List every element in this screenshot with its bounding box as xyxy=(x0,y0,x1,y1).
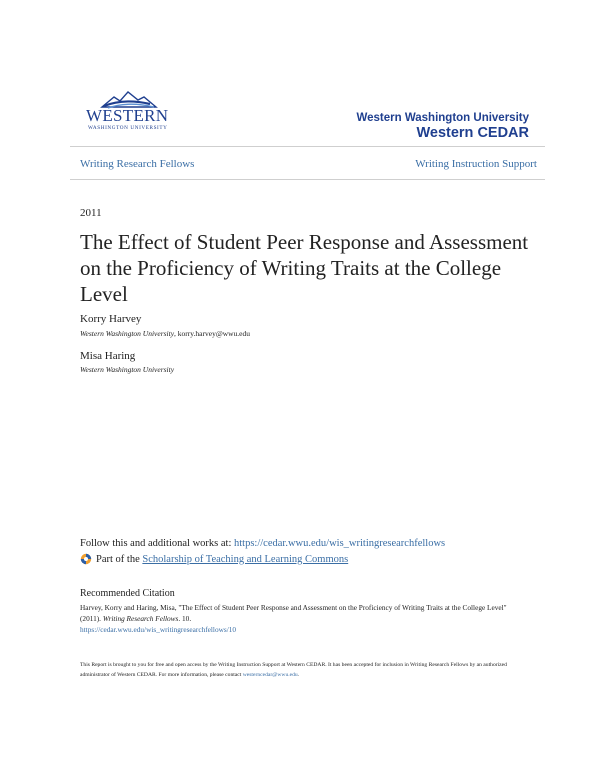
part-of-prefix: Part of the xyxy=(96,553,140,565)
logo-subtitle: WASHINGTON UNIVERSITY xyxy=(88,125,168,131)
discipline-link[interactable]: Scholarship of Teaching and Learning Commons xyxy=(142,553,349,565)
author-affiliation: Western Washington University xyxy=(80,365,175,374)
institution-heading xyxy=(356,112,529,141)
institution-name[interactable]: Western Washington University xyxy=(356,112,529,124)
author-name: Korry Harvey xyxy=(80,313,142,325)
department-link[interactable]: Writing Instruction Support xyxy=(415,158,537,170)
bepress-network-icon xyxy=(80,553,92,565)
citation-url-link[interactable]: https://cedar.wwu.edu/wis_writingresearchfellows/10 xyxy=(80,625,237,634)
publication-year: 2011 xyxy=(80,207,102,219)
author-email[interactable]: , korry.harvey@wwu.edu xyxy=(174,329,251,338)
citation-series: Writing Research Fellows xyxy=(102,614,179,623)
collection-link[interactable]: Writing Research Fellows xyxy=(80,158,195,170)
contact-email-link[interactable]: westerncedar@wwu.edu xyxy=(242,672,298,678)
citation-text xyxy=(80,602,525,635)
header-divider-top xyxy=(70,146,545,147)
collection-url-link[interactable]: https://cedar.wwu.edu/wis_writingresearchfellows xyxy=(234,538,446,549)
citation-number: . 10. xyxy=(178,614,192,623)
repository-name[interactable]: Western CEDAR xyxy=(416,125,529,141)
follow-line xyxy=(80,538,445,549)
header-divider-bottom xyxy=(70,179,545,180)
author-name: Misa Haring xyxy=(80,350,136,362)
access-notice xyxy=(80,660,530,680)
follow-prefix: Follow this and additional works at: xyxy=(80,538,234,549)
wwu-logo[interactable] xyxy=(84,88,168,134)
notice-text: This Report is brought to you for free and open access by the Writing Instruction Support at Western CEDAR. It has been accepted for inclusion in Writing Research Fellows by an authorized administrator of Western CEDAR. For more information, please contact xyxy=(80,662,507,678)
author-affiliation xyxy=(80,329,250,338)
affiliation-text: Western Washington University xyxy=(80,329,175,338)
citation-heading: Recommended Citation xyxy=(80,588,175,599)
notice-end: . xyxy=(297,672,300,678)
paper-title: The Effect of Student Peer Response and Assessment on the Proficiency of Writing Traits at the College Level xyxy=(80,230,529,306)
citation-body: Harvey, Korry and Haring, Misa, "The Effect of Student Peer Response and Assessment on the Proficiency of Writing Traits at the College Level" (2011). xyxy=(80,603,507,623)
part-of-line xyxy=(80,553,348,565)
logo-wordmark: WESTERN xyxy=(86,106,169,125)
